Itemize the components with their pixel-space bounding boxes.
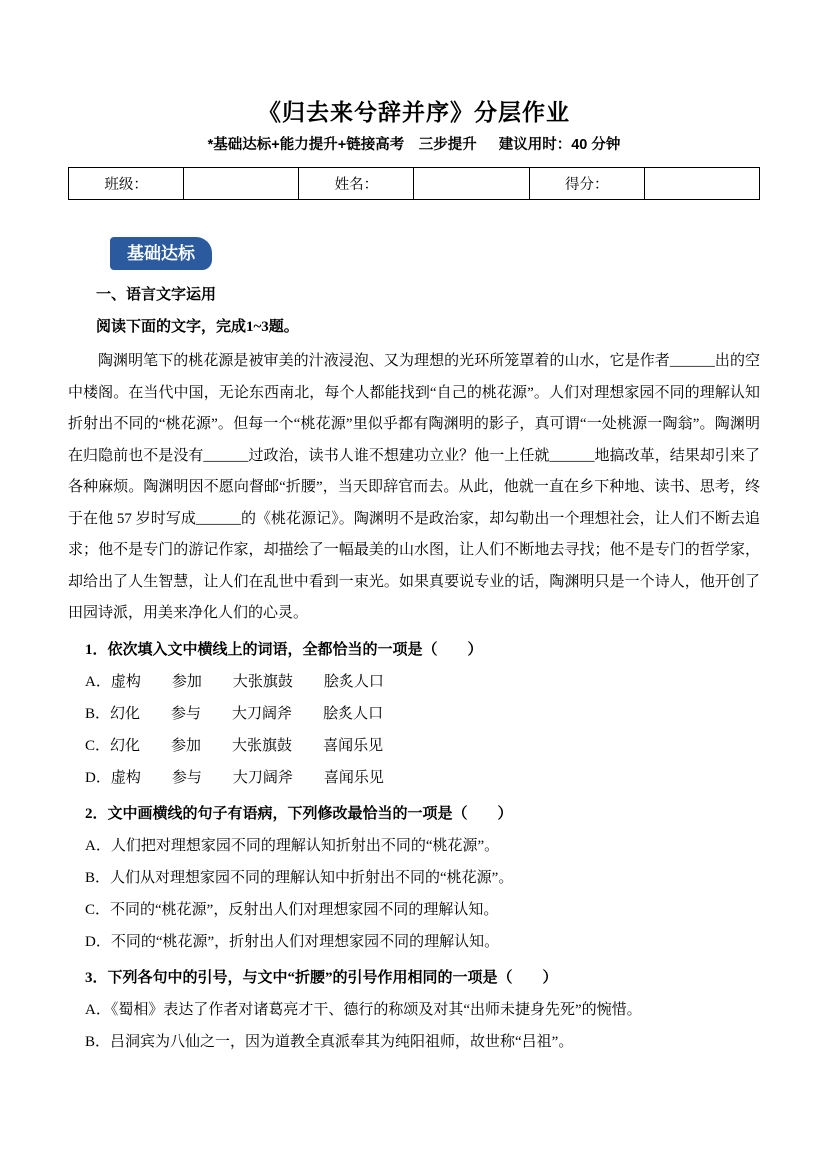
option-label: A． [85, 1001, 111, 1018]
question-2-stem: 2．文中画横线的句子有语病，下列修改最恰当的一项是（ ） [85, 805, 513, 822]
class-label-cell: 班级： [69, 168, 184, 200]
score-value-cell [644, 168, 759, 200]
option-label: A． [85, 837, 111, 854]
subtitle-steps: *基础达标+能力提升+链接高考 三步提升 [207, 137, 477, 153]
reading-passage: 陶渊明笔下的桃花源是被审美的汁液浸泡、又为理想的光环所笼罩着的山水，它是作者______出的空中楼阁。在当代中国，无论东西南北，每个人都能找到“自己的桃花源”。人们对理想家园不同的理解认知折射出不同的“桃花源”。但每一个“桃花源”里似乎都有陶渊明的影子，真可谓“一处桃源一陶翁”。陶渊明在归隐前也不是没有______过政治，读书人谁不想建功立业？他一上任就______地搞改革，结果却引来了各种麻烦。陶渊明因不愿向督邮“折腰”，当天即辞官而去。从此，他就一直在乡下种地、读书、思考，终于在他 57 岁时写成______的《桃花源记》。陶渊明不是政治家，却勾勒出一个理想社会，让人们不断去追求；他不是专门的游记作家，却描绘了一幅最美的山水图，让人们不断地去寻找；他不是专门的哲学家，却给出了人生智慧，让人们在乱世中看到一束光。如果真要说专业的话，陶渊明只是一个诗人，他开创了田园诗派，用美来净化人们的心灵。 [68, 353, 760, 621]
option-words [110, 730, 383, 762]
table-row [69, 168, 760, 200]
option-word: 喜闻乐见 [323, 769, 384, 786]
option-word: 参与 [171, 769, 202, 786]
option-word: 大张旗鼓 [232, 737, 293, 754]
option-label: B． [85, 705, 111, 722]
page-title: 《归去来兮辞并序》分层作业 [258, 99, 570, 125]
option-word: 脍炙人口 [323, 705, 384, 722]
question-1-option-d [68, 762, 760, 794]
badge-row [68, 237, 760, 270]
score-label-cell: 得分： [529, 168, 644, 200]
student-info-table [68, 167, 760, 200]
question-3 [68, 962, 760, 1058]
option-text: 人们把对理想家园不同的理解认知折射出不同的“桃花源”。 [110, 837, 500, 854]
question-2-option-d [68, 926, 760, 958]
option-word: 大张旗鼓 [232, 673, 293, 690]
option-word: 幻化 [110, 705, 141, 722]
option-word: 参加 [171, 673, 202, 690]
question-1-option-a [68, 666, 760, 698]
section-badge: 基础达标 [110, 237, 212, 270]
subtitle [68, 136, 760, 154]
option-word: 虚构 [110, 769, 141, 786]
question-3-option-b [68, 1026, 760, 1058]
option-word: 幻化 [110, 737, 141, 754]
question-3-stem: 3．下列各句中的引号，与文中“折腰”的引号作用相同的一项是（ ） [85, 969, 558, 986]
option-word: 大刀阔斧 [232, 705, 293, 722]
question-1-option-b [68, 698, 760, 730]
option-text: 《蜀相》表达了作者对诸葛亮才干、德行的称颂及对其“出师未捷身先死”的惋惜。 [110, 1001, 642, 1018]
question-1 [68, 634, 760, 794]
option-text: 不同的“桃花源”，反射出人们对理想家园不同的理解认知。 [110, 901, 499, 918]
option-label: B． [85, 869, 111, 886]
option-word: 喜闻乐见 [323, 737, 384, 754]
question-2 [68, 798, 760, 958]
name-value-cell [414, 168, 529, 200]
option-label: A． [85, 673, 111, 690]
question-2-option-c [68, 894, 760, 926]
option-text: 人们从对理想家园不同的理解认知中折射出不同的“桃花源”。 [110, 869, 514, 886]
option-word: 参加 [171, 737, 202, 754]
option-word: 大刀阔斧 [232, 769, 293, 786]
question-2-option-b [68, 862, 760, 894]
option-text: 吕洞宾为八仙之一，因为道教全真派奉其为纯阳祖师，故世称“吕祖”。 [110, 1033, 574, 1050]
option-words [111, 762, 384, 794]
option-words [110, 698, 383, 730]
question-3-option-a [68, 994, 760, 1026]
option-label: D． [85, 769, 111, 786]
option-label: D． [85, 933, 111, 950]
option-label: B． [85, 1033, 111, 1050]
reading-instruction: 阅读下面的文字，完成1~3题。 [96, 319, 299, 335]
option-label: C． [85, 737, 111, 754]
subtitle-suggested-time: 建议用时：40 分钟 [498, 137, 621, 153]
question-2-option-a [68, 830, 760, 862]
option-word: 虚构 [110, 673, 141, 690]
option-word: 脍炙人口 [323, 673, 384, 690]
name-label-cell: 姓名： [299, 168, 414, 200]
question-1-stem: 1．依次填入文中横线上的词语，全都恰当的一项是（ ） [85, 641, 483, 658]
option-text: 不同的“桃花源”，折射出人们对理想家园不同的理解认知。 [110, 933, 500, 950]
option-word: 参与 [171, 705, 202, 722]
option-words [111, 666, 384, 698]
class-value-cell [184, 168, 299, 200]
section-heading: 一、语言文字运用 [96, 287, 217, 303]
option-label: C． [85, 901, 111, 918]
question-1-option-c [68, 730, 760, 762]
